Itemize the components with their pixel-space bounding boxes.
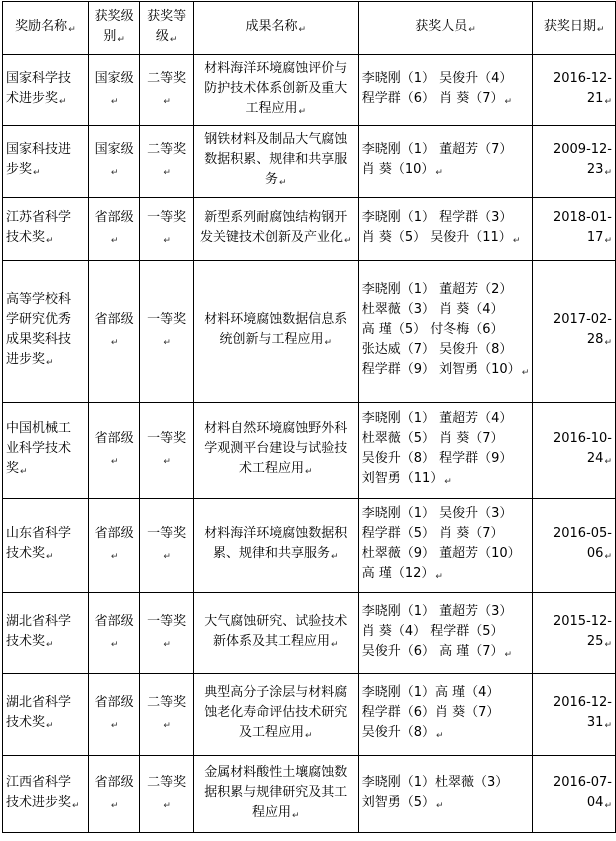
- achievement-cell: [193, 126, 358, 198]
- date-cell-line: 2018-01-: [552, 209, 612, 225]
- award-level-cell-text: 国家级: [94, 142, 134, 157]
- winners-cell-line: 肖 葵（4） 程学群（5）: [361, 623, 504, 639]
- achievement-cell-line: 学观测平台建设与试验技: [204, 441, 348, 456]
- paragraph-mark-icon: ↵: [110, 800, 119, 811]
- winners-cell: [358, 261, 533, 403]
- award-name-cell: [3, 126, 89, 198]
- paragraph-mark-icon: ↵: [604, 96, 612, 107]
- award-level-cell-text: 省部级: [94, 774, 134, 790]
- award-level-cell: [88, 674, 139, 756]
- winners-cell: [358, 756, 533, 833]
- paragraph-mark-icon: ↵: [33, 168, 41, 178]
- award-name-cell-line: 江苏省科学: [6, 209, 72, 225]
- achievement-cell-line: 及工程应用↵: [239, 725, 313, 741]
- achievement-cell-line: 材料自然环境腐蚀野外科: [204, 421, 348, 436]
- paragraph-mark-icon: ↵: [436, 731, 444, 741]
- paragraph-mark-icon: ↵: [344, 235, 352, 246]
- award-name-cell: [3, 55, 89, 126]
- award-name-cell-line: 湖北省科学: [6, 613, 72, 629]
- winners-cell-line: 刘智勇（5）↵: [361, 794, 444, 811]
- paragraph-mark-icon: ↵: [504, 649, 513, 660]
- award-name-cell-line: 中国机械工: [6, 421, 72, 436]
- winners-cell: [358, 55, 533, 126]
- paragraph-mark-icon: ↵: [298, 106, 307, 117]
- paragraph-mark-icon: ↵: [604, 552, 612, 562]
- winners-cell-line: 肖 葵（5） 吴俊升（11）↵: [361, 229, 521, 246]
- winners-cell: [358, 593, 533, 674]
- winners-cell-line: 杜翠薇（9） 董超芳（10）: [361, 546, 521, 561]
- date-cell: [533, 674, 616, 756]
- achievement-cell-line: 新体系及其工程应用↵: [213, 633, 339, 650]
- award-grade-cell: [140, 499, 193, 593]
- date-cell-line: 2016-10-: [552, 431, 612, 446]
- award-name-cell-line: 技术奖↵: [6, 633, 54, 650]
- award-level-cell-text: 省部级: [94, 431, 134, 446]
- achievement-cell: [193, 499, 358, 593]
- paragraph-mark-icon: ↵: [163, 552, 171, 562]
- winners-cell: [358, 403, 533, 499]
- achievement-cell-line: 统创新与工程应用↵: [219, 332, 333, 348]
- winners-cell: [358, 126, 533, 198]
- award-name-cell: [3, 499, 89, 593]
- date-cell-line: 2009-12-: [552, 142, 612, 157]
- paragraph-mark-icon: ↵: [444, 477, 452, 487]
- award-level-cell: [88, 499, 139, 593]
- date-cell: [533, 261, 616, 403]
- award-name-cell: [3, 593, 89, 674]
- award-level-cell: [88, 55, 139, 126]
- date-cell-line: 28↵: [586, 332, 612, 348]
- paragraph-mark-icon: ↵: [331, 552, 339, 562]
- winners-cell-line: 李晓刚（1） 程学群（3）: [361, 209, 513, 225]
- winners-cell-line: 李晓刚（1）高 瑾（4）: [361, 685, 500, 700]
- achievement-cell: [193, 55, 358, 126]
- achievement-cell: [193, 674, 358, 756]
- date-cell-line: 2015-12-: [552, 613, 612, 629]
- winners-cell-line: 高 瑾（12）↵: [361, 566, 443, 582]
- paragraph-mark-icon: ↵: [163, 168, 171, 178]
- award-grade-cell-text: 一等奖: [147, 431, 187, 446]
- award-level-cell-text: 省部级: [94, 312, 134, 327]
- paragraph-mark-icon: ↵: [604, 338, 612, 348]
- header-award-name: 奖励名称↵: [3, 2, 89, 55]
- date-cell: [533, 126, 616, 198]
- table-row: [3, 674, 616, 756]
- paragraph-mark-icon: ↵: [292, 810, 300, 821]
- winners-cell-line: 李晓刚（1） 吴俊升（3）: [361, 506, 513, 521]
- award-name-cell-line: 江西省科学: [6, 774, 72, 790]
- achievement-cell: [193, 261, 358, 403]
- date-cell-line: 17↵: [586, 229, 612, 246]
- award-name-cell-line: 进步奖↵: [6, 352, 54, 368]
- paragraph-mark-icon: ↵: [163, 721, 171, 731]
- award-grade-cell-text: 一等奖: [147, 526, 187, 541]
- achievement-cell: [193, 756, 358, 833]
- winners-cell-line: 程学群（6） 肖 葵（7）↵: [361, 90, 513, 107]
- winners-cell-line: 程学群（5） 肖 葵（7）: [361, 526, 504, 541]
- date-cell-line: 21↵: [586, 90, 612, 107]
- achievement-cell: [193, 403, 358, 499]
- award-name-cell-line: 湖北省科学: [6, 695, 72, 710]
- paragraph-mark-icon: ↵: [504, 96, 513, 107]
- award-level-cell-text: 省部级: [94, 613, 134, 629]
- achievement-cell-line: 金属材料酸性土壤腐蚀数: [204, 764, 348, 780]
- award-name-cell-line: 高等学校科: [6, 292, 72, 307]
- award-grade-cell-text: 二等奖: [147, 774, 187, 790]
- winners-cell-line: 张达威（7） 吴俊升（8）: [361, 342, 513, 357]
- paragraph-mark-icon: ↵: [324, 338, 333, 348]
- award-grade-cell-text: 一等奖: [147, 312, 187, 327]
- award-name-cell-line: 山东省科学: [6, 526, 72, 541]
- award-level-cell-text: 省部级: [94, 209, 134, 225]
- table-row: [3, 261, 616, 403]
- paragraph-mark-icon: ↵: [110, 96, 119, 107]
- date-cell-line: 2016-07-: [552, 774, 612, 790]
- paragraph-mark-icon: ↵: [20, 467, 28, 477]
- paragraph-mark-icon: ↵: [604, 721, 612, 731]
- paragraph-mark-icon: ↵: [46, 235, 54, 246]
- table-row: [3, 756, 616, 833]
- award-level-cell: [88, 261, 139, 403]
- paragraph-mark-icon: ↵: [46, 721, 54, 731]
- date-cell: [533, 198, 616, 261]
- award-grade-cell: [140, 403, 193, 499]
- header-award-level: 获奖级别↵: [88, 2, 139, 55]
- award-name-cell-line: 技术奖↵: [6, 229, 54, 246]
- achievement-cell-line: 材料环境腐蚀数据信息系: [204, 312, 348, 327]
- paragraph-mark-icon: ↵: [110, 338, 119, 348]
- award-grade-cell: [140, 198, 193, 261]
- achievement-cell-line: 累、规律和共享服务↵: [213, 546, 339, 562]
- award-grade-cell-text: 二等奖: [147, 70, 187, 86]
- paragraph-mark-icon: ↵: [163, 96, 171, 107]
- award-name-cell-line: 术进步奖↵: [6, 90, 67, 107]
- achievement-cell-line: 材料海洋环境腐蚀数据积: [204, 526, 348, 541]
- winners-cell-line: 吴俊升（6） 高 瑾（7）↵: [361, 643, 513, 660]
- winners-cell-line: 程学群（6）肖 葵（7）: [361, 705, 500, 720]
- paragraph-mark-icon: ↵: [46, 552, 54, 562]
- award-grade-cell: [140, 126, 193, 198]
- achievement-cell-line: 发关键技术创新及产业化↵: [200, 229, 352, 246]
- paragraph-mark-icon: ↵: [521, 368, 530, 378]
- paragraph-mark-icon: ↵: [512, 235, 521, 246]
- date-cell: [533, 593, 616, 674]
- winners-cell: [358, 499, 533, 593]
- header-achievement: 成果名称↵: [193, 2, 358, 55]
- paragraph-mark-icon: ↵: [163, 457, 171, 467]
- achievement-cell-line: 钢铁材料及制品大气腐蚀: [204, 132, 348, 147]
- achievement-cell: [193, 198, 358, 261]
- winners-cell-line: 刘智勇（11）↵: [361, 471, 452, 487]
- date-cell-line: 2016-05-: [552, 526, 612, 541]
- award-level-cell: [88, 756, 139, 833]
- achievement-cell-line: 据积累与规律研究及其工: [204, 784, 348, 800]
- winners-cell-line: 李晓刚（1） 董超芳（2）: [361, 282, 513, 297]
- paragraph-mark-icon: ↵: [163, 800, 171, 811]
- table-row: [3, 593, 616, 674]
- award-level-cell: [88, 593, 139, 674]
- winners-cell-line: 吴俊升（8） 程学群（9）: [361, 451, 513, 466]
- achievement-cell-line: 典型高分子涂层与材料腐: [204, 685, 348, 700]
- winners-cell-line: 高 瑾（5） 付冬梅（6）: [361, 322, 504, 337]
- paragraph-mark-icon: ↵: [72, 800, 80, 811]
- achievement-cell-line: 蚀老化寿命评估技术研究: [204, 705, 348, 720]
- award-level-cell-text: 省部级: [94, 526, 134, 541]
- paragraph-mark-icon: ↵: [163, 639, 171, 650]
- achievement-cell-line: 防护技术体系创新及重大: [204, 80, 348, 96]
- award-name-cell-line: 奖↵: [6, 461, 28, 477]
- achievement-cell-line: 术工程应用↵: [239, 461, 313, 477]
- award-grade-cell-text: 二等奖: [147, 695, 187, 710]
- winners-cell-line: 李晓刚（1） 董超芳（4）: [361, 411, 513, 426]
- winners-cell-line: 吴俊升（8）↵: [361, 725, 444, 741]
- table-row: [3, 499, 616, 593]
- award-name-cell-line: 国家科学技: [6, 70, 72, 86]
- winners-cell-line: 李晓刚（1）杜翠薇（3）: [361, 774, 509, 790]
- paragraph-mark-icon: ↵: [279, 178, 287, 188]
- winners-cell-line: 李晓刚（1） 董超芳（7）: [361, 142, 513, 157]
- date-cell-line: 31↵: [586, 715, 612, 731]
- award-name-cell: [3, 403, 89, 499]
- award-grade-cell: [140, 756, 193, 833]
- paragraph-mark-icon: ↵: [436, 800, 444, 811]
- date-cell: [533, 55, 616, 126]
- paragraph-mark-icon: ↵: [604, 457, 612, 467]
- header-row: [3, 2, 616, 55]
- winners-cell-line: 李晓刚（1） 吴俊升（4）: [361, 70, 513, 86]
- date-cell-line: 24↵: [586, 451, 612, 467]
- award-name-cell-line: 国家科技进: [6, 142, 72, 157]
- paragraph-mark-icon: ↵: [604, 168, 612, 178]
- winners-cell-line: 杜翠薇（5） 肖 葵（7）: [361, 431, 504, 446]
- award-grade-cell: [140, 55, 193, 126]
- award-name-cell: [3, 198, 89, 261]
- winners-cell: [358, 674, 533, 756]
- paragraph-mark-icon: ↵: [46, 639, 54, 650]
- header-award-grade: 获奖等级↵: [140, 2, 193, 55]
- paragraph-mark-icon: ↵: [59, 96, 67, 107]
- awards-table: [2, 1, 616, 833]
- award-grade-cell-text: 一等奖: [147, 209, 187, 225]
- achievement-cell: [193, 593, 358, 674]
- paragraph-mark-icon: ↵: [110, 168, 119, 178]
- winners-cell: [358, 198, 533, 261]
- date-cell-line: 23↵: [586, 162, 612, 178]
- award-level-cell-text: 国家级: [94, 70, 134, 86]
- paragraph-mark-icon: ↵: [110, 552, 119, 562]
- date-cell-line: 2016-12-: [552, 70, 612, 86]
- date-cell-line: 06↵: [586, 546, 612, 562]
- award-grade-cell: [140, 674, 193, 756]
- table-row: [3, 198, 616, 261]
- award-name-cell-line: 成果奖科技: [6, 332, 72, 347]
- achievement-cell-line: 材料海洋环境腐蚀评价与: [204, 60, 348, 76]
- paragraph-mark-icon: ↵: [435, 168, 443, 178]
- award-grade-cell: [140, 261, 193, 403]
- table-row: [3, 55, 616, 126]
- award-name-cell-line: 业科学技术: [6, 441, 72, 456]
- achievement-cell-line: 工程应用↵: [245, 100, 307, 117]
- paragraph-mark-icon: ↵: [110, 721, 119, 731]
- paragraph-mark-icon: ↵: [305, 731, 313, 741]
- award-grade-cell-text: 二等奖: [147, 142, 187, 157]
- date-cell-line: 2017-02-: [552, 312, 612, 327]
- paragraph-mark-icon: ↵: [604, 639, 612, 650]
- achievement-cell-line: 数据积累、规律和共享服: [204, 152, 348, 167]
- winners-cell-line: 肖 葵（10）↵: [361, 162, 443, 178]
- award-level-cell: [88, 403, 139, 499]
- date-cell: [533, 756, 616, 833]
- achievement-cell-line: 新型系列耐腐蚀结构钢开: [204, 209, 348, 225]
- paragraph-mark-icon: ↵: [435, 572, 443, 582]
- date-cell-line: 25↵: [586, 633, 612, 650]
- award-grade-cell-text: 一等奖: [147, 613, 187, 629]
- date-cell-line: 2016-12-: [552, 695, 612, 710]
- header-winners: 获奖人员↵: [358, 2, 533, 55]
- award-name-cell-line: 学研究优秀: [6, 312, 72, 327]
- date-cell-line: 04↵: [586, 794, 612, 811]
- award-name-cell: [3, 674, 89, 756]
- award-name-cell-line: 技术奖↵: [6, 546, 54, 562]
- paragraph-mark-icon: ↵: [331, 639, 339, 650]
- awards-table-container: [2, 1, 616, 833]
- award-name-cell-line: 步奖↵: [6, 162, 41, 178]
- paragraph-mark-icon: ↵: [305, 467, 313, 477]
- award-grade-cell: [140, 593, 193, 674]
- winners-cell-line: 程学群（9） 刘智勇（10）↵: [361, 362, 530, 378]
- achievement-cell-line: 程应用↵: [252, 804, 300, 821]
- award-name-cell-line: 技术奖↵: [6, 715, 54, 731]
- paragraph-mark-icon: ↵: [110, 235, 119, 246]
- paragraph-mark-icon: ↵: [46, 358, 54, 368]
- achievement-cell-line: 务↵: [265, 172, 287, 188]
- date-cell: [533, 499, 616, 593]
- table-row: [3, 126, 616, 198]
- paragraph-mark-icon: ↵: [604, 800, 612, 811]
- achievement-cell-line: 大气腐蚀研究、试验技术: [204, 613, 348, 629]
- paragraph-mark-icon: ↵: [110, 639, 119, 650]
- paragraph-mark-icon: ↵: [163, 338, 171, 348]
- award-name-cell-line: 技术进步奖↵: [6, 794, 80, 811]
- award-name-cell: [3, 756, 89, 833]
- paragraph-mark-icon: ↵: [110, 457, 119, 467]
- award-level-cell-text: 省部级: [94, 695, 134, 710]
- paragraph-mark-icon: ↵: [604, 235, 612, 246]
- header-date: 获奖日期↵: [533, 2, 616, 55]
- paragraph-mark-icon: ↵: [163, 235, 171, 246]
- date-cell: [533, 403, 616, 499]
- award-name-cell: [3, 261, 89, 403]
- table-row: [3, 403, 616, 499]
- winners-cell-line: 杜翠薇（3） 肖 葵（4）: [361, 302, 504, 317]
- award-level-cell: [88, 198, 139, 261]
- award-level-cell: [88, 126, 139, 198]
- winners-cell-line: 李晓刚（1） 董超芳（3）: [361, 603, 513, 619]
